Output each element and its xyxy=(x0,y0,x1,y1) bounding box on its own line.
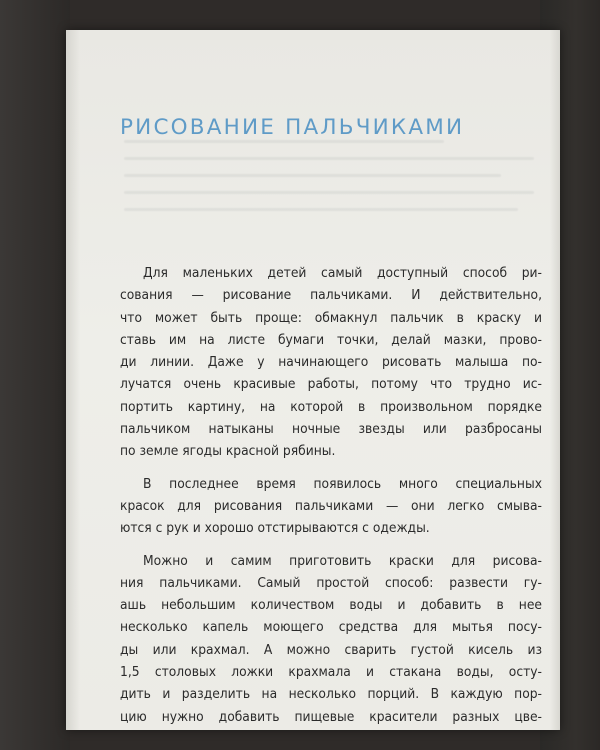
paragraph-3 xyxy=(120,550,542,728)
page-shadow-left xyxy=(66,30,80,730)
text-line: цию нужно добавить пищевые красители разных цве- xyxy=(120,708,542,725)
text-line: дить и разделить на несколько порций. В каждую пор- xyxy=(120,686,542,703)
text-line: лучатся очень красивые работы, потому что трудно ис- xyxy=(120,376,542,393)
text-line: сования — рисование пальчиками. И действительно, xyxy=(120,287,542,304)
background-left xyxy=(0,0,70,750)
text-line: красок для рисования пальчиками — они легко смыва- xyxy=(120,497,542,514)
paragraph-1 xyxy=(120,262,542,463)
text-line: ашь небольшим количеством воды и добавить в нее xyxy=(120,597,542,614)
body-text xyxy=(120,262,542,738)
paragraph-2 xyxy=(120,473,542,540)
text-line: ставь им на листе бумаги точки, делай мазки, прово- xyxy=(120,331,542,348)
text-line: по земле ягоды красной рябины. xyxy=(120,443,336,460)
text-line: пальчиком натыканы ночные звезды или разбросаны xyxy=(120,421,542,438)
text-line: В последнее время появилось много специальных xyxy=(143,475,542,492)
text-line: несколько капель моющего средства для мытья посу- xyxy=(120,619,542,636)
text-line: портить картину, на которой в произвольном порядке xyxy=(120,398,542,415)
text-line: что может быть проще: обмакнул пальчик в краску и xyxy=(120,309,542,326)
text-line: ются с рук и хорошо отстирываются с одежды. xyxy=(120,520,430,537)
text-line: Для маленьких детей самый доступный способ ри- xyxy=(143,265,542,281)
text-line: Можно и самим приготовить краски для рисова- xyxy=(143,552,542,569)
book-page xyxy=(66,30,560,730)
chapter-title: РИСОВАНИЕ ПАЛЬЧИКАМИ xyxy=(120,115,465,140)
show-through-text xyxy=(124,140,534,250)
text-line: ди линии. Даже у начинающего рисовать малыша по- xyxy=(120,354,542,371)
text-line: ды или крахмал. А можно сварить густой кисель из xyxy=(120,641,542,658)
text-line: ния пальчиками. Самый простой способ: развести гу- xyxy=(120,574,542,591)
text-line: 1,5 столовых ложки крахмала и стакана воды, осту- xyxy=(120,664,542,681)
page-shadow-right xyxy=(550,30,560,730)
